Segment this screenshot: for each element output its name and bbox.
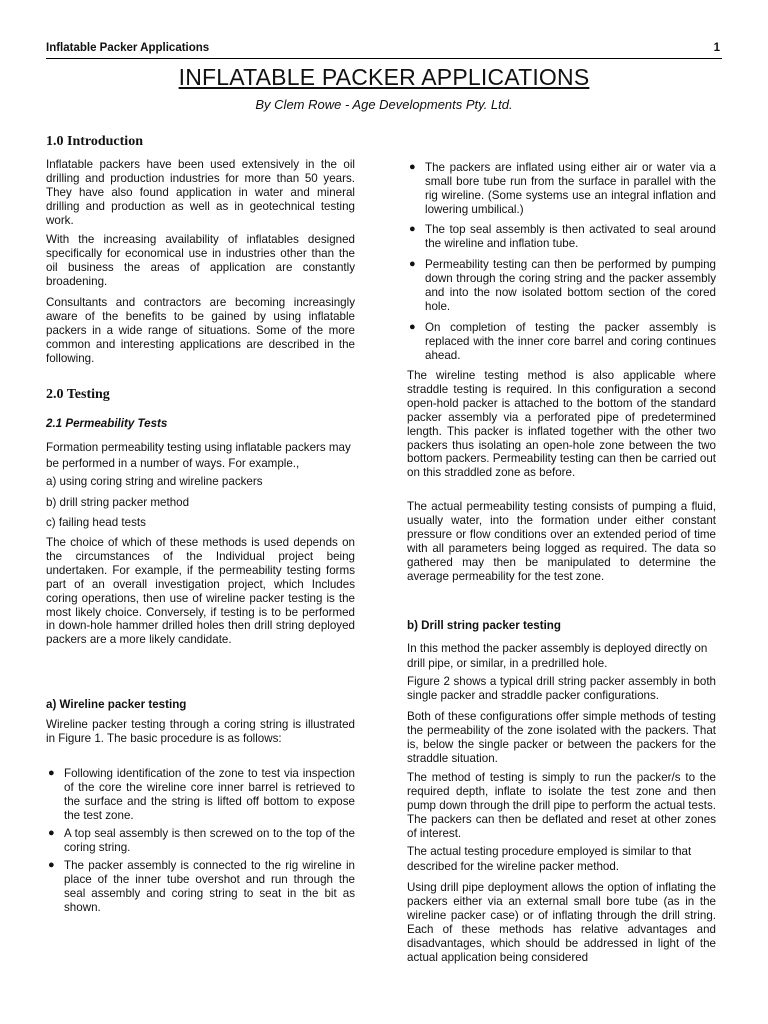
straddle-paragraph: The wireline testing method is also applicable where straddle testing is required. In this configuration a second open-hold packer is attached to the bottom of the standard packer assembly via a perforated pipe of predetermined length. This packer is inflated together with the other two packers thus isolating an open-hole zone between the two bottom packers. Permeability testing can then be carried out on this straddled zone as before.	[407, 369, 716, 480]
byline: By Clem Rowe - Age Developments Pty. Ltd.	[255, 97, 513, 112]
bullet-icon: ●	[48, 827, 55, 839]
drill-string-heading: b) Drill string packer testing	[407, 619, 561, 632]
testing-intro: Formation permeability testing using inflatable packers may be performed in a number of ways. For example.,	[46, 441, 351, 470]
page-number: 1	[713, 42, 720, 54]
running-header	[46, 42, 722, 59]
drill-paragraph-4: The method of testing is simply to run the packer/s to the required depth, inflate to isolate the test zone and then pump down through the drill pipe to perform the actual tests. The packers can then be deflated and reset at other zones of interest.	[407, 771, 716, 840]
permeability-subheading: 2.1 Permeability Tests	[46, 417, 168, 430]
method-b: b) drill string packer method	[46, 496, 190, 509]
actual-testing-paragraph: The actual permeability testing consists of pumping a fluid, usually water, into the formation under either constant pressure or flow conditions over an extended period of time with all parameters being logged as required. The data so gathered may then be manipulated to determine the average permeability for the test zone.	[407, 500, 716, 583]
drill-paragraph-1: In this method the packer assembly is deployed directly on drill pipe, or similar, in a predrilled hole.	[407, 642, 708, 670]
bullet-icon: ●	[409, 161, 416, 173]
intro-paragraph-2: With the increasing availability of inflatables designed specifically for economical use in industries other than the oil business the areas of application are constantly broadening.	[46, 233, 355, 288]
bullet-icon: ●	[409, 223, 416, 235]
choice-paragraph: The choice of which of these methods is used depends on the circumstances of the Individual project being undertaken. For example, if the permeability testing forms part of an overall investigation project, which Includes coring operations, then use of wireline packer testing is the most likely choice. Conversely, if testing is to be performed in down-hole hammer drilled holes then drill string deployed packers are a more likely candidate.	[46, 536, 355, 647]
bullet-icon: ●	[48, 859, 55, 871]
wireline-heading: a) Wireline packer testing	[46, 698, 187, 711]
method-a: a) using coring string and wireline packers	[46, 475, 263, 488]
bullet-icon: ●	[409, 321, 416, 333]
drill-paragraph-5: The actual testing procedure employed is similar to that described for the wireline packer method.	[407, 845, 692, 873]
page-title: INFLATABLE PACKER APPLICATIONS	[178, 64, 590, 90]
drill-paragraph-6: Using drill pipe deployment allows the option of inflating the packers either via an external small bore tube (as in the wireline packer case) or of inflating through the drill string. Each of these methods has relative advantages and disadvantages, which should be addressed in light of the actual application being considered	[407, 881, 716, 964]
intro-paragraph-3: Consultants and contractors are becoming increasingly aware of the benefits to be gained by using inflatable packers in a wide range of situations. Some of the more common and interesting applications are described in the following.	[46, 296, 355, 365]
bullet-icon: ●	[48, 767, 55, 779]
intro-paragraph-1: Inflatable packers have been used extensively in the oil drilling and production industries for more than 50 years. They have also found application in water and mineral drilling and production as well as in geotechnical testing work.	[46, 158, 355, 227]
drill-paragraph-3: Both of these configurations offer simple methods of testing the permeability of the zone isolated with the packers. That is, below the single packer or between the packers for the straddle situation.	[407, 710, 716, 765]
intro-heading: 1.0 Introduction	[46, 134, 143, 149]
method-c: c) failing head tests	[46, 516, 146, 529]
bullet-icon: ●	[409, 258, 416, 270]
wireline-intro: Wireline packer testing through a coring string is illustrated in Figure 1. The basic procedure is as follows:	[46, 718, 355, 745]
testing-heading: 2.0 Testing	[46, 387, 110, 402]
drill-paragraph-2: Figure 2 shows a typical drill string packer assembly in both single packer and straddle packer configurations.	[407, 675, 716, 702]
running-title: Inflatable Packer Applications	[46, 42, 210, 54]
